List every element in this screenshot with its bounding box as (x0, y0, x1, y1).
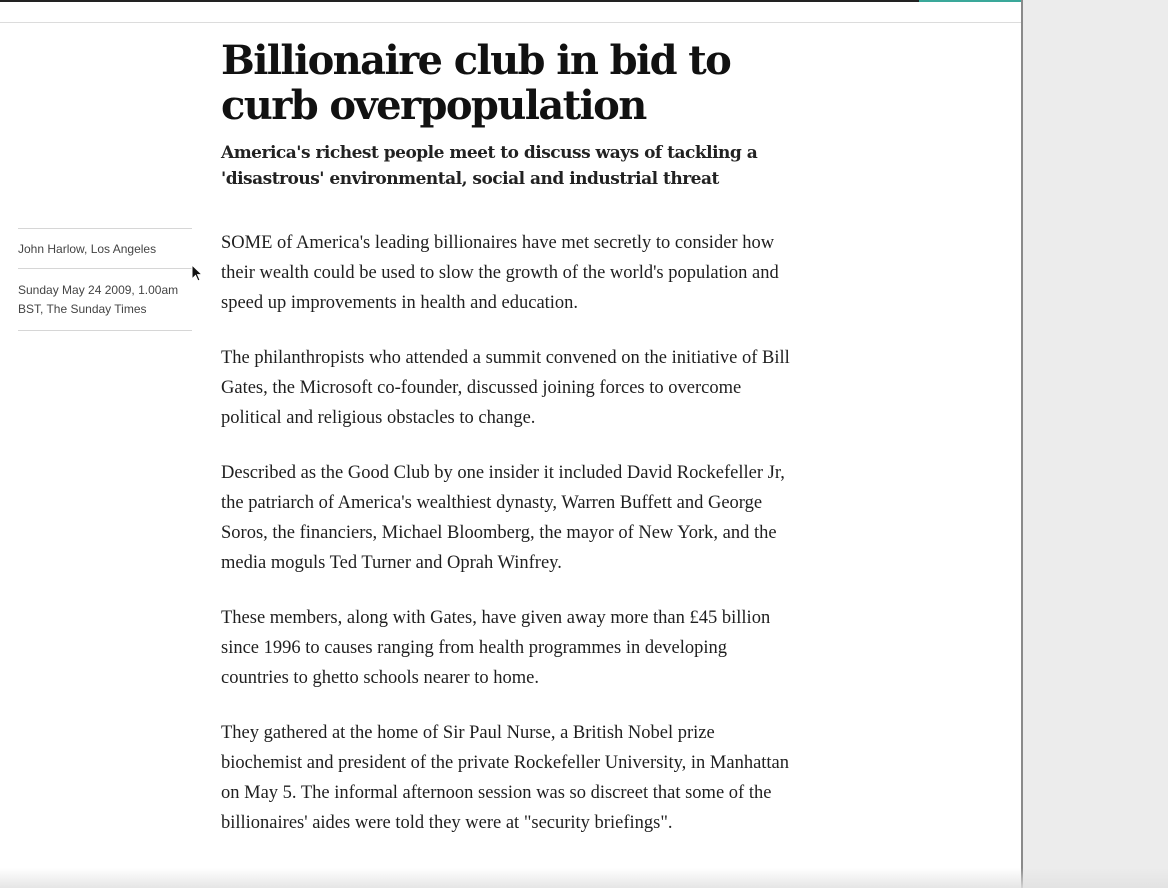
byline (18, 228, 192, 331)
article-body (221, 228, 793, 863)
article-paragraph: SOME of America's leading billionaires have met secretly to consider how their wealth could be used to slow the growth of the world's population and speed up improvements in health and education. (221, 233, 779, 313)
byline-author[interactable]: John Harlow, Los Angeles (18, 242, 157, 256)
byline-divider-bottom (18, 330, 192, 331)
top-navigation-bar (0, 0, 1021, 2)
article-paragraph: Described as the Good Club by one insider it included David Rockefeller Jr, the patriarch of America's wealthiest dynasty, Warren Buffett and George Soros, the financiers, Michael Bloomberg, the mayor of New York, and the media moguls Ted Turner and Oprah Winfrey. (221, 463, 785, 573)
byline-date: Sunday May 24 2009, 1.00am BST, The Sunday Times (18, 283, 179, 316)
mouse-pointer-icon (191, 264, 203, 283)
top-bar-accent (919, 0, 1021, 2)
window-background (1021, 0, 1168, 888)
article-paragraph: These members, along with Gates, have given away more than £45 billion since 1996 to causes ranging from health programmes in developing countries to ghetto schools nearer to home. (221, 608, 771, 688)
header-divider (0, 22, 1021, 23)
article-headline: Billionaire club in bid to curb overpopulation (221, 37, 731, 129)
article-standfirst: America's richest people meet to discuss ways of tackling a 'disastrous' environmental, social and industrial threat (221, 143, 758, 189)
article-paragraph: They gathered at the home of Sir Paul Nurse, a British Nobel prize biochemist and president of the private Rockefeller University, in Manhattan on May 5. The informal afternoon session was so discreet that some of the billionaires' aides were told they were at "security briefings". (221, 723, 790, 833)
article-paragraph: The philanthropists who attended a summit convened on the initiative of Bill Gates, the Microsoft co-founder, discussed joining forces to overcome political and religious obstacles to change. (221, 348, 790, 428)
